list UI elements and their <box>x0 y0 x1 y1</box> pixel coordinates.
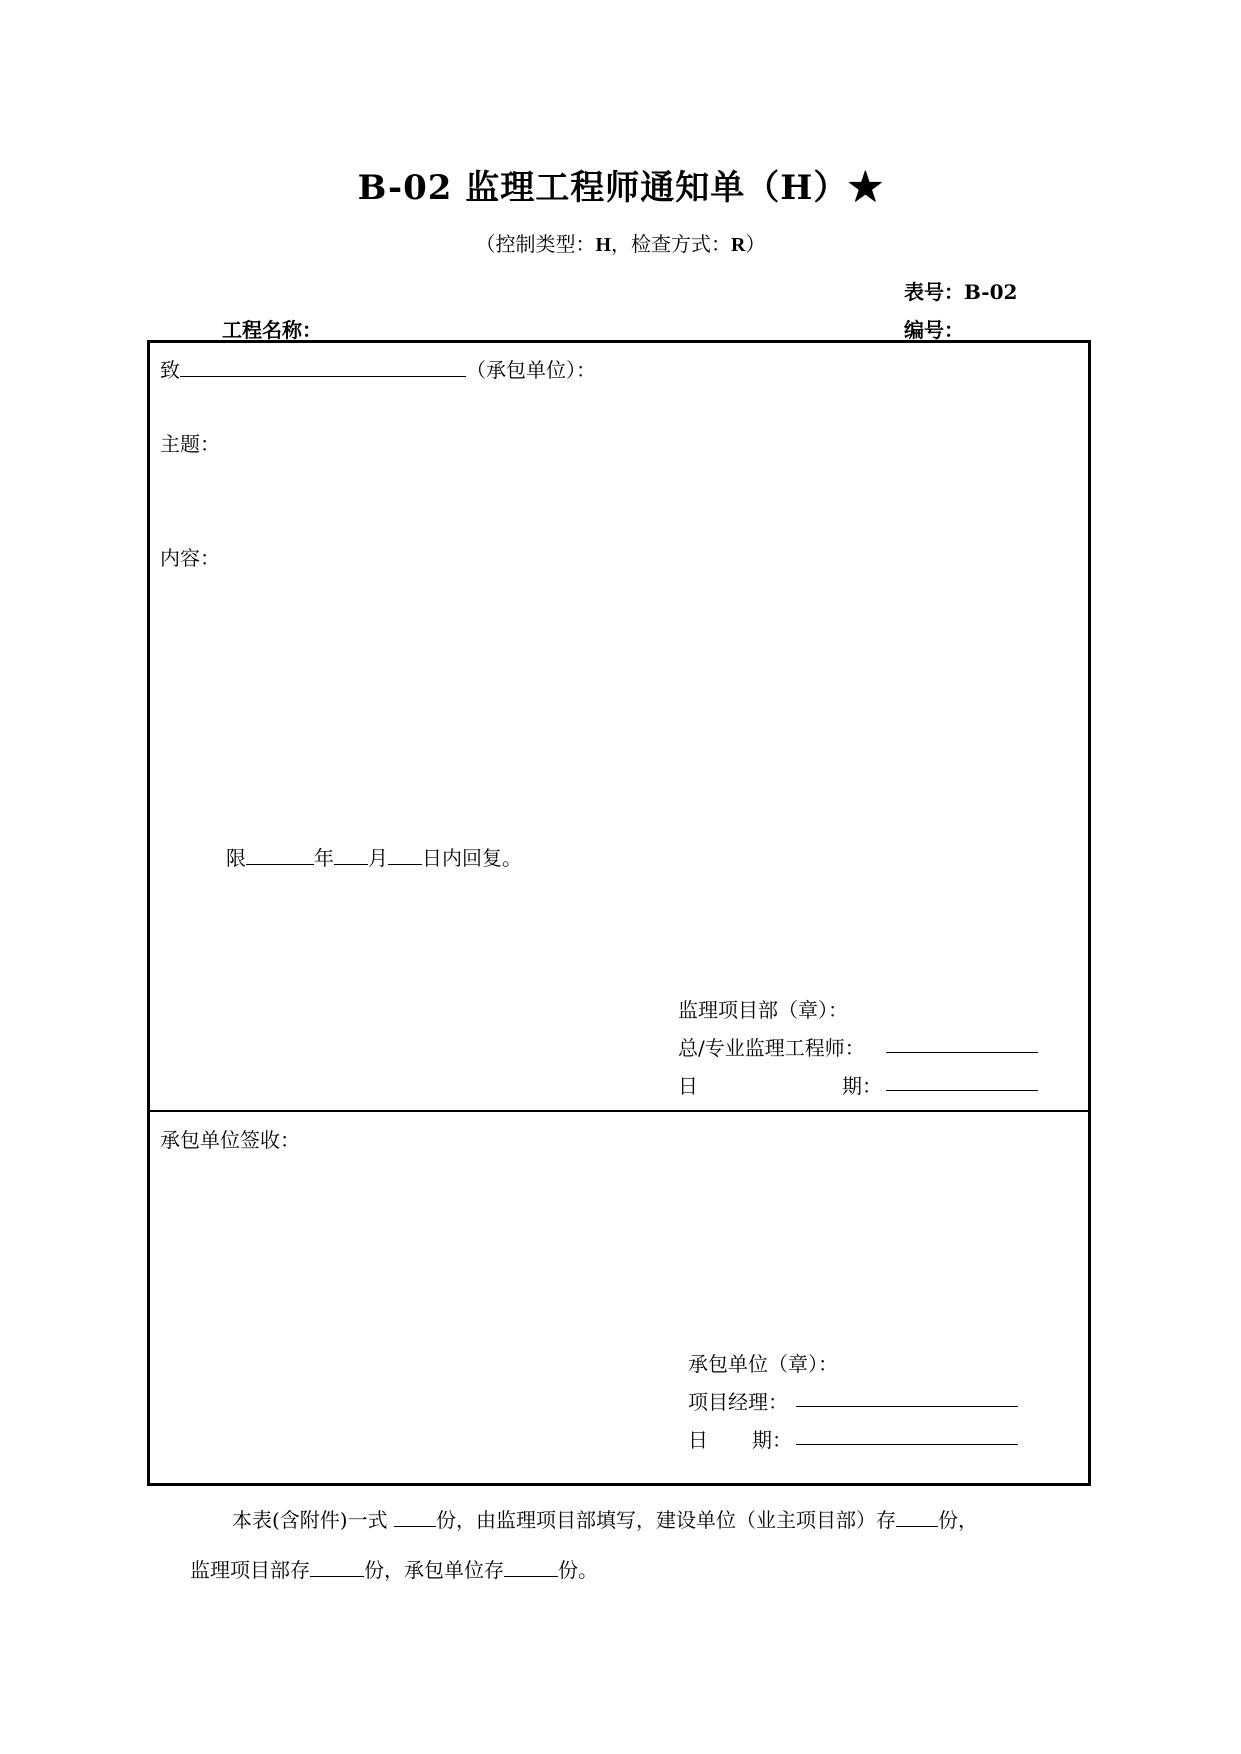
subtitle-prefix: （控制类型： <box>475 232 596 256</box>
form-table <box>147 340 1091 1486</box>
footer-1b: 份，由监理项目部填写，建设单位（业主项目部）存 <box>435 1508 896 1532</box>
month-label: 月 <box>368 846 388 870</box>
subtitle-mid: ，检查方式： <box>611 232 732 256</box>
form-number-text: 表号：B-02 <box>904 280 1018 304</box>
section-divider <box>147 1110 1091 1112</box>
copies-total-field[interactable] <box>394 1508 436 1527</box>
control-type-value: H <box>595 234 612 256</box>
engineer-date-field[interactable] <box>886 1090 1038 1091</box>
reply-month-field[interactable] <box>334 846 368 865</box>
serial-number-label: 编号： <box>904 318 964 342</box>
date-label-a-2: 日 <box>688 1428 708 1452</box>
copies-contractor-field[interactable] <box>504 1558 558 1577</box>
footer-line-1 <box>232 1504 978 1533</box>
to-prefix: 致 <box>160 358 180 382</box>
recipient-field[interactable] <box>180 358 466 377</box>
form-subtitle <box>0 228 1241 257</box>
receipt-label: 承包单位签收： <box>160 1128 300 1152</box>
engineer-line <box>678 1032 865 1061</box>
footer-2a: 监理项目部存 <box>190 1558 310 1582</box>
reply-limit-prefix: 限 <box>226 846 246 870</box>
footer-2b: 份，承包单位存 <box>364 1558 504 1582</box>
subtitle-suffix: ） <box>745 232 766 256</box>
unit-seal-label: 承包单位（章）： <box>688 1352 838 1376</box>
year-label: 年 <box>314 846 334 870</box>
date-label-a-1: 日 <box>678 1074 698 1098</box>
reply-year-field[interactable] <box>246 846 314 865</box>
manager-date-field[interactable] <box>796 1444 1018 1445</box>
day-suffix: 日内回复。 <box>422 846 522 870</box>
recipient-line <box>160 354 596 383</box>
subject-label: 主题： <box>160 432 220 456</box>
project-name-label: 工程名称： <box>222 318 322 342</box>
form-title: B-02 监理工程师通知单（H）★ <box>357 168 884 208</box>
dept-seal-label: 监理项目部（章）： <box>678 998 848 1022</box>
copies-owner-field[interactable] <box>896 1508 938 1527</box>
footer-line-2 <box>190 1554 598 1583</box>
manager-signature-field[interactable] <box>796 1406 1018 1407</box>
footer-1c: 份， <box>937 1508 978 1532</box>
engineer-signature-field[interactable] <box>886 1052 1038 1053</box>
footer-1a: 本表(含附件)一式 <box>232 1508 394 1532</box>
manager-label: 项目经理： <box>688 1390 788 1414</box>
engineer-label: 总/专业监理工程师： <box>678 1036 865 1060</box>
form-number <box>904 276 1017 305</box>
copies-supervision-field[interactable] <box>310 1558 364 1577</box>
to-suffix: （承包单位）： <box>466 358 596 382</box>
content-label: 内容： <box>160 546 220 570</box>
date-label-b-2: 期： <box>752 1428 792 1452</box>
inspection-method-value: R <box>731 234 746 256</box>
reply-deadline <box>226 842 522 871</box>
date-label-b-1: 期： <box>842 1074 882 1098</box>
reply-day-field[interactable] <box>388 846 422 865</box>
footer-2c: 份。 <box>558 1558 598 1582</box>
